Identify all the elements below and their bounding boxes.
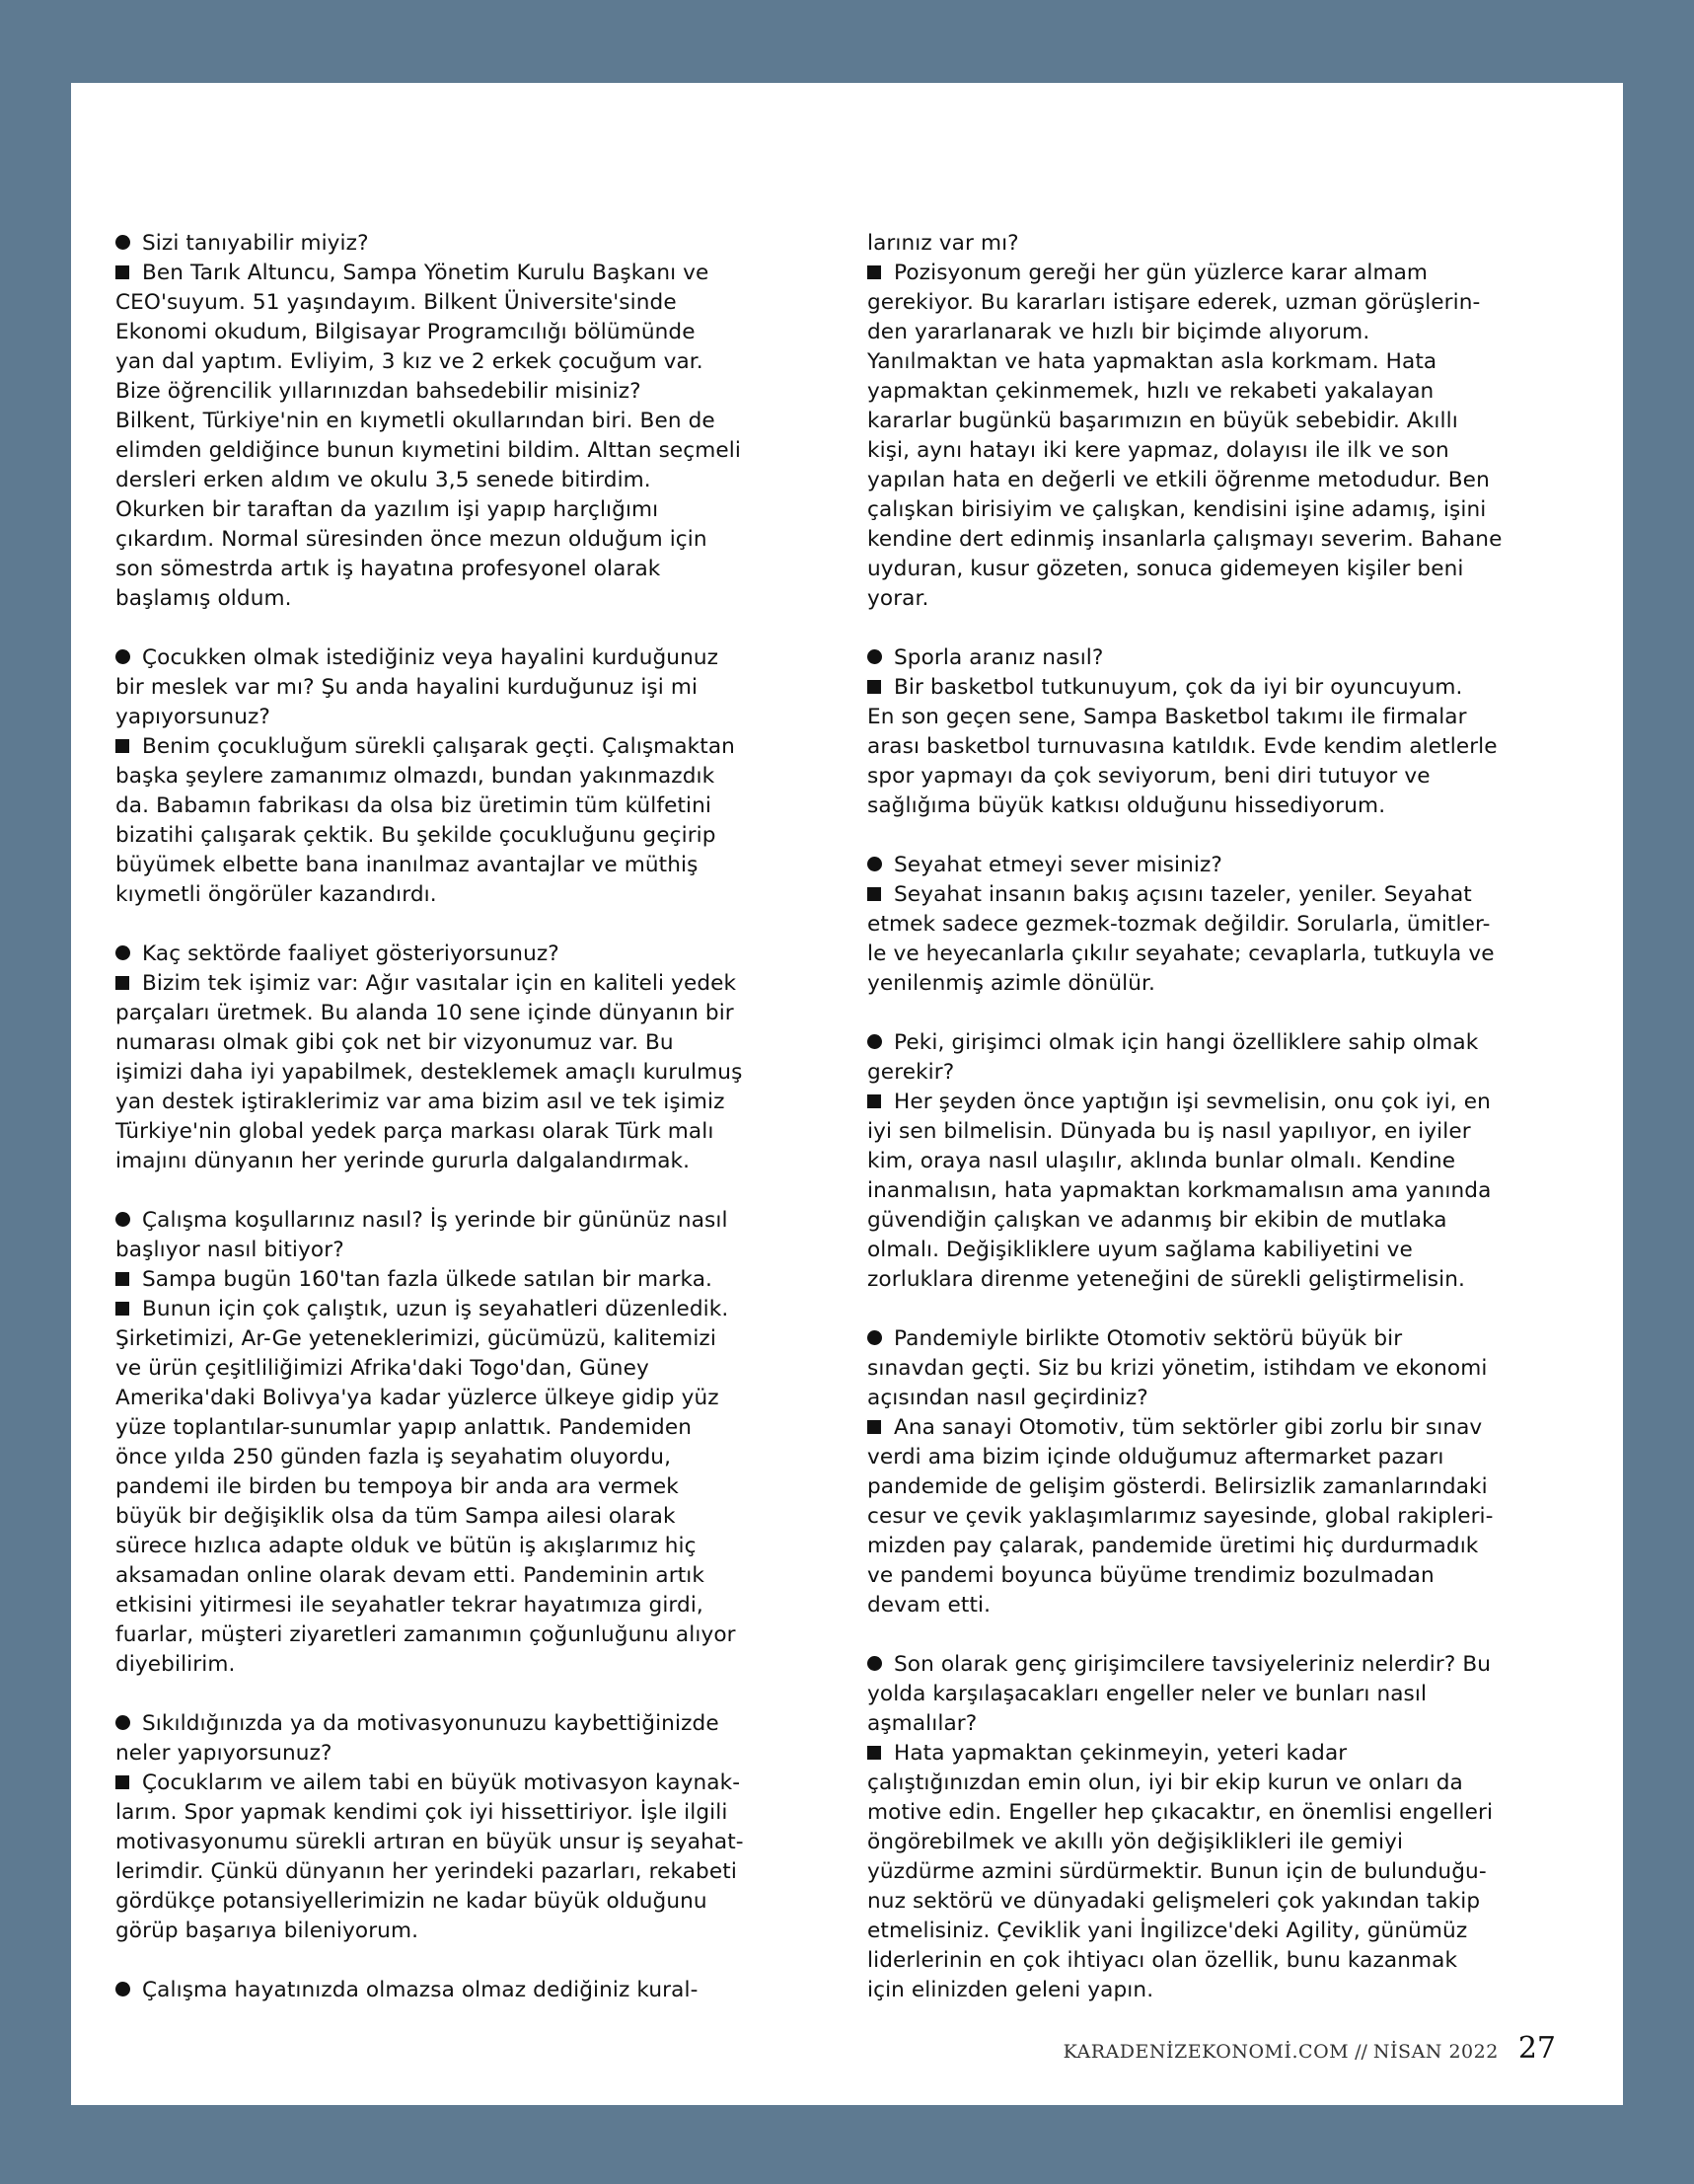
question-5: Sıkıldığınızda ya da motivasyonunuzu kaybettiğinizde neler yapıyorsunuz? — [115, 1709, 821, 1769]
question-8: Seyahat etmeyi sever misiniz? — [867, 851, 1573, 880]
page-number: 27 — [1517, 2031, 1556, 2066]
question-10: Pandemiyle birlikte Otomotiv sektörü büyük bir sınavdan geçti. Siz bu krizi yönetim, istihdam ve ekonomi açısından nasıl geçirdiniz? — [867, 1324, 1573, 1413]
page-footer — [1064, 2031, 1556, 2066]
answer-7-first-line: Bir basketbol tutkunuyum, çok da iyi bir oyuncuyum. — [867, 673, 1573, 703]
footer-separator: // — [1355, 2041, 1367, 2063]
question-4: Çalışma koşullarınız nasıl? İş yerinde bir gününüz nasıl başlıyor nasıl bitiyor? — [115, 1206, 821, 1265]
answer-8: Seyahat insanın bakış açısını tazeler, yeniler. Seyahat etmek sadece gezmek-tozmak değildir. Sorularla, ümitler- le ve heyecanlarla çıkılır seyahate; cevaplarla, tutkuyla ve yenilenmiş azimle dönülür. — [867, 880, 1573, 999]
answer-5: Çocuklarım ve ailem tabi en büyük motivasyon kaynak- larım. Spor yapmak kendimi çok iyi hissettiriyor. İşle ilgili motivasyonumu sürekli artıran en büyük unsur iş seyahat- lerimdir. Çünkü dünyanın her yerindeki pazarları, rekabeti gördükçe potansiyellerimizin ne kadar büyük olduğunu görüp başarıya bileniyorum. — [115, 1769, 821, 1946]
answer-6: Pozisyonum gereği her gün yüzlerce karar almam gerekiyor. Bu kararları istişare ederek, uzman görüşlerin- den yararlanarak ve hızlı bir biçimde alıyorum. Yanılmaktan ve hata yapmaktan asla korkmam. Hata yapmaktan çekinmemek, hızlı ve rekabeti yakalayan kararlar bugünkü başarımızın en büyük sebebidir. Akıllı kişi, aynı hatayı iki kere yapmaz, dolayısı ile ilk ve son yapılan hata en değerli ve etkili öğrenme metodudur. Ben çalışkan birisiyim ve çalışkan, kendisini işine adamış, işini kendine dert edinmiş insanlarla çalışmayı severim. Bahane uyduran, kusur gözeten, sonuca gidemeyen kişiler beni yorar. — [867, 259, 1573, 614]
question-9: Peki, girişimci olmak için hangi özelliklere sahip olmak gerekir? — [867, 1028, 1573, 1088]
question-6: Çalışma hayatınızda olmazsa olmaz dediğiniz kural- — [115, 1976, 821, 2005]
question-11: Son olarak genç girişimcilere tavsiyeleriniz nelerdir? Bu yolda karşılaşacakları engeller neler ve bunları nasıl aşmalılar? — [867, 1650, 1573, 1739]
answer-4-first-line: Sampa bugün 160'tan fazla ülkede satılan bir marka. — [115, 1265, 821, 1295]
question-6-continued: larınız var mı? — [867, 231, 1019, 256]
question-3: Kaç sektörde faaliyet gösteriyorsunuz? — [115, 940, 821, 969]
answer-10: Ana sanayi Otomotiv, tüm sektörler gibi zorlu bir sınav verdi ama bizim içinde olduğumuz aftermarket pazarı pandemide de gelişim gösterdi. Belirsizlik zamanlarındaki cesur ve çevik yaklaşımlarımız sayesinde, global rakipleri- mizden pay çalarak, pandemide üretimi hiç durdurmadık ve pandemi boyunca büyüme trendimiz bozulmadan devam etti. — [867, 1413, 1573, 1620]
answer-3: Bizim tek işimiz var: Ağır vasıtalar için en kaliteli yedek parçaları üretmek. Bu alanda 10 sene içinde dünyanın bir numarası olmak gibi çok net bir vizyonumuz var. Bu işimizi daha iyi yapabilmek, desteklemek amaçlı kurulmuş yan destek iştiraklerimiz var ama bizim asıl ve tek işimiz Türkiye'nin global yedek parça markası olarak Türk malı imajını dünyanın her yerinde gururla dalgalandırmak. — [115, 969, 821, 1176]
question-1: Sizi tanıyabilir miyiz? — [115, 229, 821, 259]
answer-7: En son geçen sene, Sampa Basketbol takımı ile firmalar arası basketbol turnuvasına katıldık. Evde kendim aletlerle spor yapmayı da çok seviyorum, beni diri tutuyor ve sağlığıma büyük katkısı olduğunu hissediyorum. — [867, 705, 1498, 818]
right-column — [867, 229, 1573, 2005]
answer-2: Benim çocukluğum sürekli çalışarak geçti. Çalışmaktan başka şeylere zamanımız olmazdı, bundan yakınmazdık da. Babamın fabrikası da olsa biz üretimin tüm külfetini bizatihi çalışarak çektik. Bu şekilde çocukluğunu geçirip büyümek elbette bana inanılmaz avantajlar ve müthiş kıymetli öngörüler kazandırdı. — [115, 732, 821, 910]
answer-4: Bunun için çok çalıştık, uzun iş seyahatleri düzenledik. Şirketimizi, Ar-Ge yeteneklerimizi, gücümüzü, kalitemizi ve ürün çeşitliliğimizi Afrika'daki Togo'dan, Güney Amerika'daki Bolivya'ya kadar yüzlerce ülkeye gidip yüz yüze toplantılar-sunumlar yapıp anlattık. Pandemiden önce yılda 250 günden fazla iş seyahatim oluyordu, pandemi ile birden bu tempoya bir anda ara vermek büyük bir değişiklik olsa da tüm Sampa ailesi olarak sürece hızlıca adapte olduk ve bütün iş akışlarımız hiç aksamadan online olarak devam etti. Pandeminin artık etkisini yitirmesi ile seyahatler tekrar hayatımıza girdi, fuarlar, müşteri ziyaretleri zamanımın çoğunluğunu alıyor diyebilirim. — [115, 1295, 821, 1680]
footer-date: NİSAN 2022 — [1372, 2041, 1499, 2063]
magazine-page — [71, 83, 1623, 2105]
answer-9: Her şeyden önce yaptığın işi sevmelisin, onu çok iyi, en iyi sen bilmelisin. Dünyada bu iş nasıl yapılıyor, en iyiler kim, oraya nasıl ulaşılır, aklında bunlar olmalı. Kendine inanmalısın, hata yapmaktan korkmamalısın ama yanında güvendiğin çalışkan ve adanmış bir ekibin de mutlaka olmalı. Değişikliklere uyum sağlama kabiliyetini ve zorluklara direnme yeteneğini de sürekli geliştirmelisin. — [867, 1088, 1573, 1295]
left-column — [115, 229, 821, 2005]
question-2: Çocukken olmak istediğiniz veya hayalini kurduğunuz bir meslek var mı? Şu anda hayalini kurduğunuz işi mi yapıyorsunuz? — [115, 643, 821, 732]
answer-1: Ben Tarık Altuncu, Sampa Yönetim Kurulu Başkanı ve CEO'suyum. 51 yaşındayım. Bilkent Üniversite'sinde Ekonomi okudum, Bilgisayar Programcılığı bölümünde yan dal yaptım. Evliyim, 3 kız ve 2 erkek çocuğum var. Bize öğrencilik yıllarınızdan bahsedebilir misiniz? Bilkent, Türkiye'nin en kıymetli okullarından biri. Ben de elimden geldiğince bunun kıymetini bildim. Alttan seçmeli dersleri erken aldım ve okulu 3,5 senede bitirdim. Okurken bir taraftan da yazılım işi yapıp harçlığımı çıkardım. Normal süresinden önce mezun olduğum için son sömestrda artık iş hayatına profesyonel olarak başlamış oldum. — [115, 259, 821, 614]
answer-11: Hata yapmaktan çekinmeyin, yeteri kadar çalıştığınızdan emin olun, iyi bir ekip kurun ve onları da motive edin. Engeller hep çıkacaktır, en önemlisi engelleri öngörebilmek ve akıllı yön değişiklikleri ile gemiyi yüzdürme azmini sürdürmektir. Bunun için de bulunduğu- nuz sektörü ve dünyadaki gelişmeleri çok yakından takip etmelisiniz. Çeviklik yani İngilizce'deki Agility, günümüz liderlerinin en çok ihtiyacı olan özellik, bunu kazanmak için elinizden geleni yapın. — [867, 1739, 1573, 2005]
question-7: Sporla aranız nasıl? — [867, 643, 1573, 673]
footer-site: KARADENİZEKONOMİ.COM — [1063, 2041, 1350, 2063]
